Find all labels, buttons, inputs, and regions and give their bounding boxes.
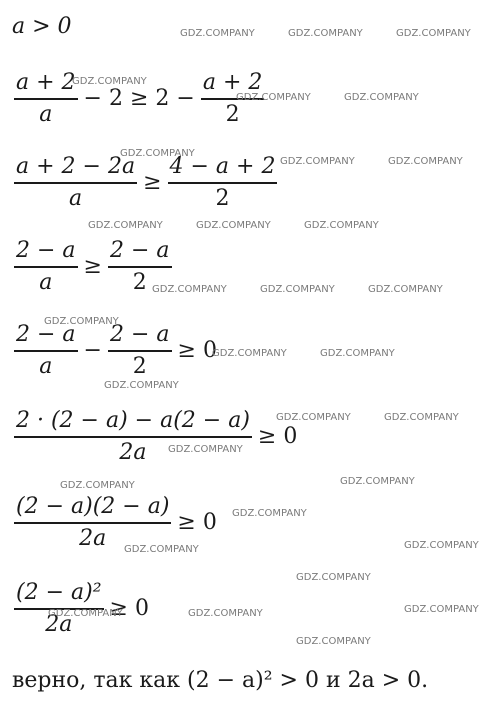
numerator: 2 − a <box>16 322 76 347</box>
watermark: GDZ.COMPANY <box>120 148 195 159</box>
fraction-left <box>14 68 78 130</box>
line-inequality-5 <box>12 406 301 468</box>
watermark: GDZ.COMPANY <box>368 284 443 295</box>
conclusion-text <box>12 668 428 693</box>
watermark: GDZ.COMPANY <box>212 348 287 359</box>
line-condition <box>12 14 72 39</box>
watermark: GDZ.COMPANY <box>124 544 199 555</box>
operator-tail: ≥ 0 <box>109 596 149 622</box>
numerator: a + 2 − 2a <box>16 154 136 179</box>
fraction-left <box>14 320 78 382</box>
operator-tail: ≥ 0 <box>177 510 217 536</box>
denominator: a <box>39 269 53 295</box>
operator: − <box>83 338 102 364</box>
watermark: GDZ.COMPANY <box>296 636 371 647</box>
denominator: a <box>39 101 53 127</box>
watermark: GDZ.COMPANY <box>180 28 255 39</box>
line-inequality-4 <box>12 320 221 382</box>
watermark: GDZ.COMPANY <box>260 284 335 295</box>
watermark: GDZ.COMPANY <box>104 380 179 391</box>
watermark: GDZ.COMPANY <box>72 76 147 87</box>
denominator: 2a <box>45 611 73 637</box>
numerator: 4 − a + 2 <box>169 154 276 179</box>
watermark: GDZ.COMPANY <box>152 284 227 295</box>
watermark: GDZ.COMPANY <box>388 156 463 167</box>
watermark: GDZ.COMPANY <box>60 480 135 491</box>
watermark: GDZ.COMPANY <box>384 412 459 423</box>
watermark: GDZ.COMPANY <box>168 444 243 455</box>
denominator: 2a <box>119 439 147 465</box>
watermark: GDZ.COMPANY <box>196 220 271 231</box>
numerator: a + 2 <box>16 70 76 95</box>
numerator: 2 − a <box>16 238 76 263</box>
fraction-right <box>168 152 278 214</box>
numerator: (2 − a)² <box>16 580 102 605</box>
fraction-left <box>14 152 137 214</box>
watermark: GDZ.COMPANY <box>48 608 123 619</box>
numerator: 2 − a <box>109 322 170 347</box>
conclusion: верно, так как (2 − a)² > 0 и 2a > 0. <box>12 668 429 693</box>
fraction <box>14 406 252 468</box>
operator-tail: ≥ 0 <box>257 424 298 450</box>
watermark: GDZ.COMPANY <box>288 28 363 39</box>
numerator: (2 − a)(2 − a) <box>16 494 170 519</box>
fraction-left <box>14 236 78 298</box>
operator: ≥ <box>143 170 162 196</box>
denominator: a <box>68 185 83 211</box>
line-inequality-2 <box>12 152 279 214</box>
watermark: GDZ.COMPANY <box>320 348 395 359</box>
watermark: GDZ.COMPANY <box>296 572 371 583</box>
numerator: a + 2 <box>202 70 263 95</box>
denominator: 2 <box>132 269 147 295</box>
denominator: 2 <box>225 101 240 127</box>
watermark: GDZ.COMPANY <box>188 608 263 619</box>
numerator: 2 · (2 − a) − a(2 − a) <box>16 408 250 433</box>
watermark: GDZ.COMPANY <box>344 92 419 103</box>
watermark: GDZ.COMPANY <box>44 316 119 327</box>
denominator: 2 <box>132 353 147 379</box>
denominator: 2 <box>215 185 230 211</box>
watermark: GDZ.COMPANY <box>232 508 307 519</box>
denominator: 2a <box>79 525 107 551</box>
watermark: GDZ.COMPANY <box>404 604 479 615</box>
watermark: GDZ.COMPANY <box>340 476 415 487</box>
watermark: GDZ.COMPANY <box>396 28 471 39</box>
watermark: GDZ.COMPANY <box>404 540 479 551</box>
watermark: GDZ.COMPANY <box>236 92 311 103</box>
operator-tail: ≥ 0 <box>177 338 217 364</box>
watermark: GDZ.COMPANY <box>304 220 379 231</box>
line-inequality-3 <box>12 236 174 298</box>
fraction-right <box>108 320 172 382</box>
watermark: GDZ.COMPANY <box>88 220 163 231</box>
operator: − 2 ≥ 2 − <box>83 86 195 112</box>
numerator: 2 − a <box>109 238 170 263</box>
condition-text: a > 0 <box>12 14 72 39</box>
operator: ≥ <box>83 254 102 280</box>
denominator: a <box>39 353 53 379</box>
watermark: GDZ.COMPANY <box>276 412 351 423</box>
watermark: GDZ.COMPANY <box>280 156 355 167</box>
